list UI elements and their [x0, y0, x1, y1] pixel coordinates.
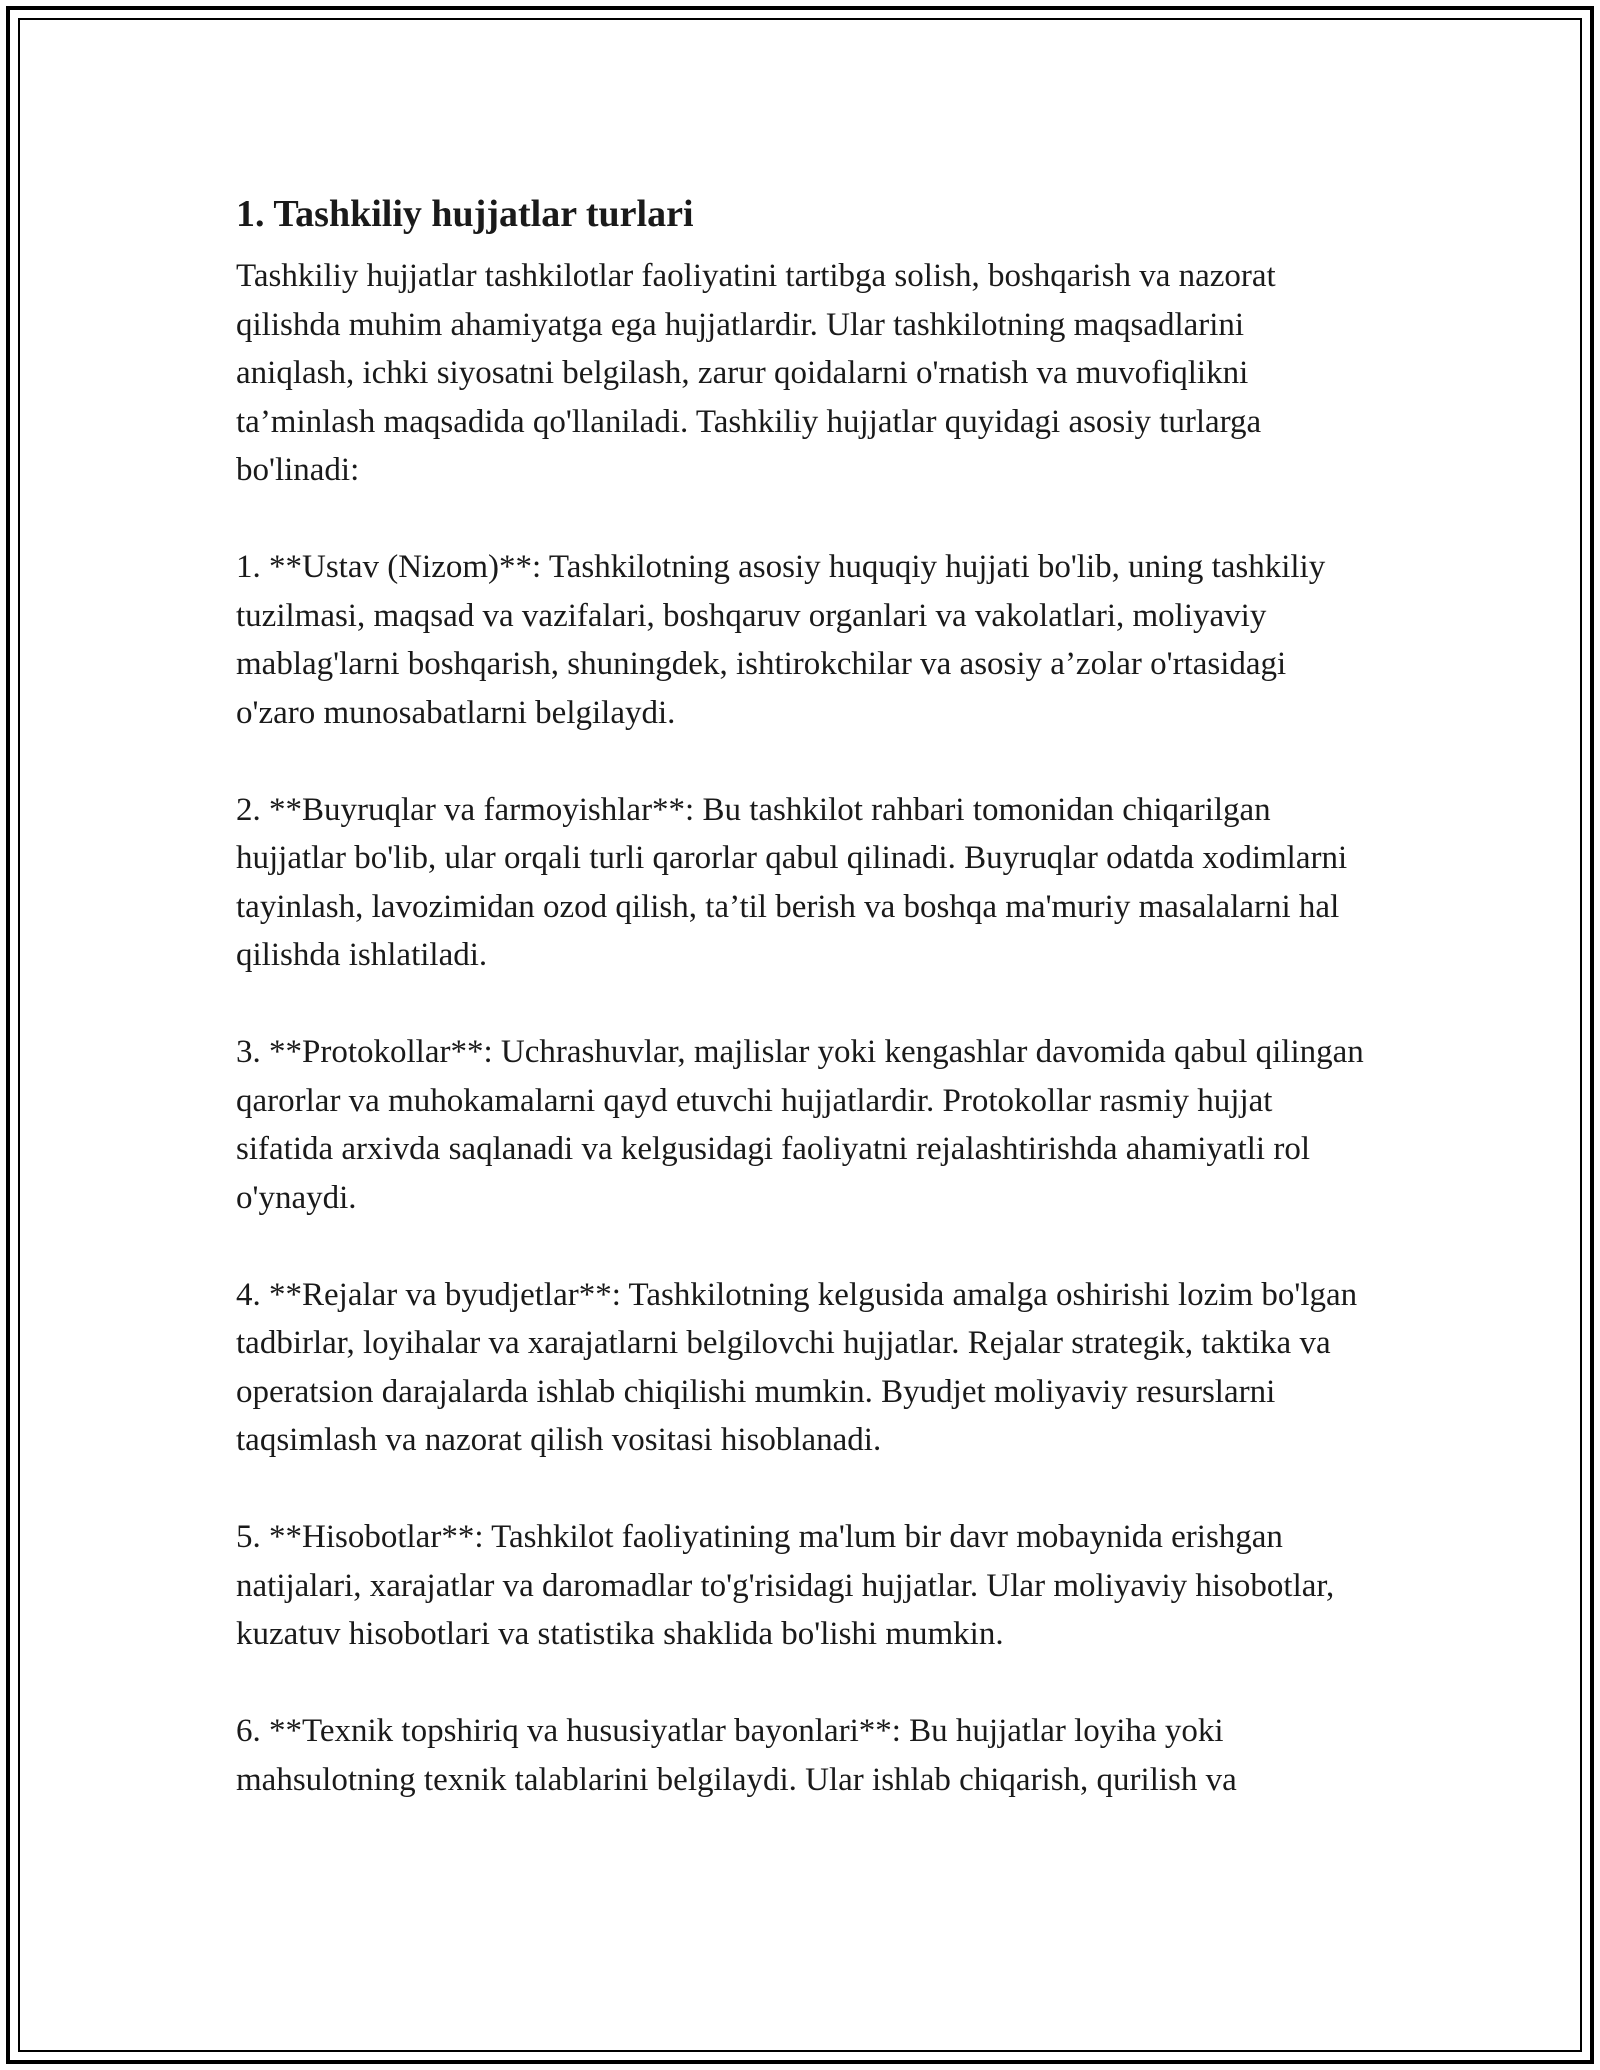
intro-paragraph: Tashkiliy hujjatlar tashkilotlar faoliyatini tartibga solish, boshqarish va nazorat qilishda muhim ahamiyatga ega hujjatlardir. Ular tashkilotning maqsadlarini aniqlash, ichki siyosatni belgilash, zarur qoidalarni o'rnatish va muvofiqlikni ta’minlash maqsadida qo'llaniladi. Tashkiliy hujjatlar quyidagi asosiy turlarga bo'linadi:: [236, 258, 1276, 488]
list-item-buyruqlar: 2. **Buyruqlar va farmoyishlar**: Bu tashkilot rahbari tomonidan chiqarilgan hujjatlar bo'lib, ular orqali turli qarorlar qabul qilinadi. Buyruqlar odatda xodimlarni tayinlash, lavozimidan ozod qilish, ta’til berish va boshqa ma'muriy masalalarni hal qilishda ishlatiladi.: [236, 791, 1348, 973]
list-item-texnik-topshiriq: 6. **Texnik topshiriq va hususiyatlar bayonlari**: Bu hujjatlar loyiha yoki mahsulotning texnik talablarini belgilaydi. Ular ishlab chiqarish, qurilish va: [236, 1713, 1237, 1798]
list-item-hisobotlar: 5. **Hisobotlar**: Tashkilot faoliyatining ma'lum bir davr mobaynida erishgan natijalari, xarajatlar va daromadlar to'g'risidagi hujjatlar. Ular moliyaviy hisobotlar, kuzatuv hisobotlari va statistika shaklida bo'lishi mumkin.: [236, 1519, 1335, 1652]
section-heading: 1. Tashkiliy hujjatlar turlari: [236, 193, 694, 235]
document-body: [236, 186, 1366, 1853]
list-item-protokollar: 3. **Protokollar**: Uchrashuvlar, majlislar yoki kengashlar davomida qabul qilingan qarorlar va muhokamalarni qayd etuvchi hujjatlardir. Protokollar rasmiy hujjat sifatida arxivda saqlanadi va kelgusidagi faoliyatni rejalashtirishda ahamiyatli rol o'ynaydi.: [236, 1034, 1364, 1216]
list-item-ustav: 1. **Ustav (Nizom)**: Tashkilotning asosiy huquqiy hujjati bo'lib, uning tashkiliy tuzilmasi, maqsad va vazifalari, boshqaruv organlari va vakolatlari, moliyaviy mablag'larni boshqarish, shuningdek, ishtirokchilar va asosiy a’zolar o'rtasidagi o'zaro munosabatlarni belgilaydi.: [236, 549, 1326, 731]
list-item-rejalar: 4. **Rejalar va byudjetlar**: Tashkilotning kelgusida amalga oshirishi lozim bo'lgan tadbirlar, loyihalar va xarajatlarni belgilovchi hujjatlar. Rejalar strategik, taktika va operatsion darajalarda ishlab chiqilishi mumkin. Byudjet moliyaviy resurslarni taqsimlash va nazorat qilish vositasi hisoblanadi.: [236, 1276, 1358, 1458]
